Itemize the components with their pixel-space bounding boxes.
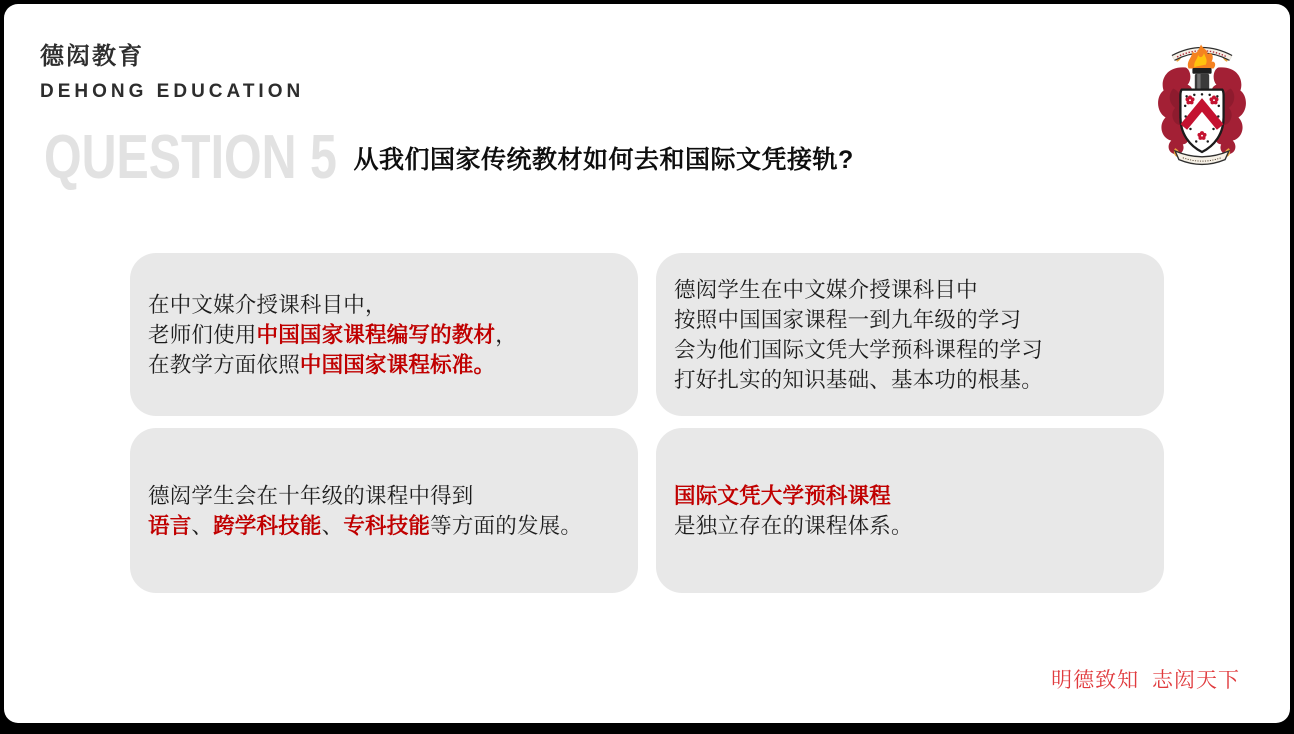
card-teaching-materials (130, 253, 638, 416)
cards-grid (130, 253, 1164, 593)
card-text-line: 德闳学生在中文媒介授课科目中 (674, 277, 978, 302)
card-text-line: 按照中国国家课程一到九年级的学习 (674, 307, 1022, 332)
question-header (44, 122, 854, 194)
brand-name-chinese: 德闳教育 (40, 43, 144, 70)
school-motto: 明德致知 志闳天下 (1051, 669, 1240, 692)
card-text-line: 国际文凭大学预科课程 (674, 483, 892, 508)
card-text-line: 老师们使用中国国家课程编写的教材， (148, 322, 517, 347)
card-text-line: 在中文媒介授课科目中， (148, 292, 387, 317)
card-text-line: 打好扎实的知识基础、基本功的根基。 (674, 367, 1043, 392)
card-text-line: 语言、跨学科技能、专科技能等方面的发展。 (148, 513, 583, 538)
card-text-line: 是独立存在的课程体系。 (674, 513, 913, 538)
card-grade10-skills (130, 428, 638, 593)
brand-name-english: DEHONG EDUCATION (40, 81, 305, 102)
card-ibdp-independent (656, 428, 1164, 593)
school-crest-logo (1154, 36, 1250, 172)
card-grade1-9-foundation (656, 253, 1164, 416)
brand-logo-text (40, 36, 304, 103)
card-text-line: 德闳学生会在十年级的课程中得到 (148, 483, 474, 508)
slide (4, 4, 1290, 723)
question-number-label: QUESTION 5 (44, 123, 337, 192)
card-text-line: 在教学方面依照中国国家课程标准。 (148, 352, 496, 377)
card-text-line: 会为他们国际文凭大学预科课程的学习 (674, 337, 1043, 362)
question-title: 从我们国家传统教材如何去和国际文凭接轨? (353, 146, 854, 174)
